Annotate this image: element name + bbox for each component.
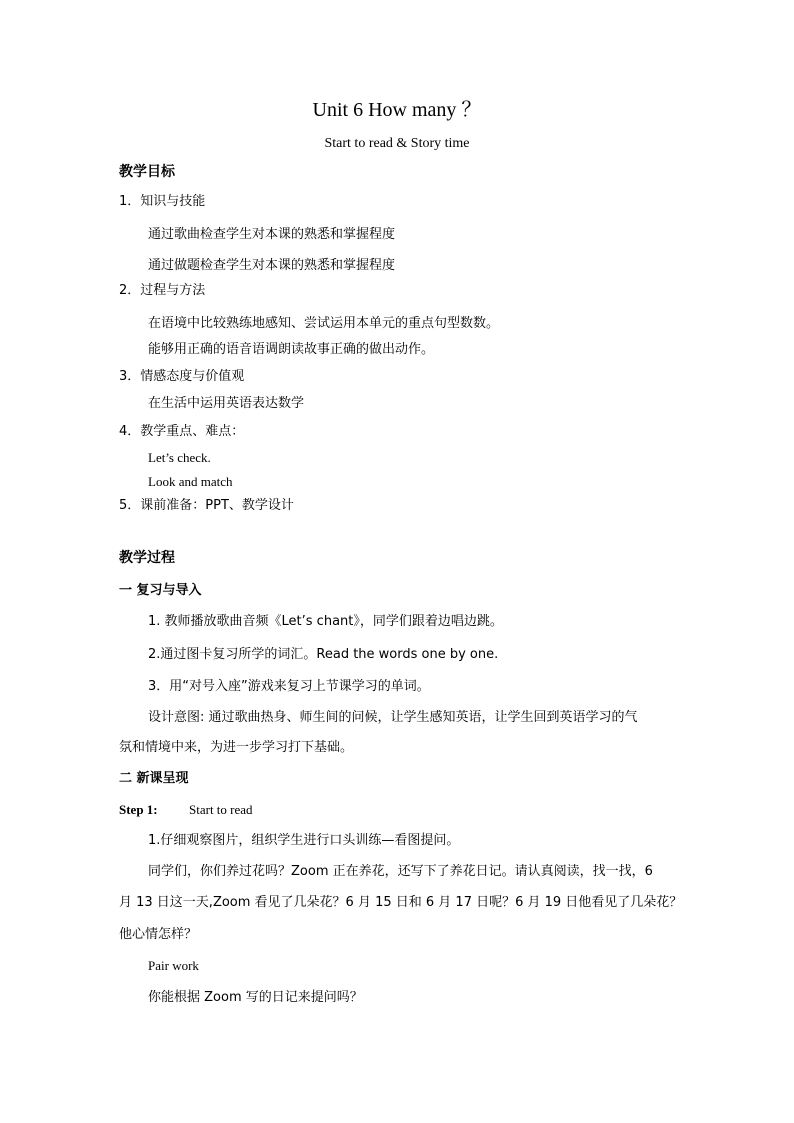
goals-heading: 教学目标 [119,164,175,180]
goal-item: Look and match [148,474,233,489]
process-line: 你能根据 Zoom 写的日记来提问吗？ [148,990,363,1005]
step-text: Start to read [189,802,253,817]
design-intent-line: 氛和情境中来，为进一步学习打下基础。 [119,740,354,755]
process-line: 2.通过图卡复习所学的词汇。Read the words one by one. [148,647,499,662]
process-line: 3．用“对号入座”游戏来复习上节课学习的单词。 [148,679,430,694]
goal-item: 在语境中比较熟练地感知、尝试运用本单元的重点句型数数。 [148,316,500,331]
goal-section-5: 5．课前准备：PPT、教学设计 [119,498,294,513]
process-heading: 教学过程 [119,550,175,566]
goal-item: 能够用正确的语音语调朗读故事正确的做出动作。 [148,342,435,357]
process-line: 1. 教师播放歌曲音频《Let’s chant》，同学们跟着边唱边跳。 [148,614,503,629]
goal-section-2: 2．过程与方法 [119,283,206,298]
goal-item: 通过歌曲检查学生对本课的熟悉和掌握程度 [148,227,396,242]
process-line: 同学们，你们养过花吗？Zoom 正在养花，还写下了养花日记。请认真阅读，找一找，6 [148,864,653,879]
part-1-heading: 一 复习与导入 [119,583,202,598]
goal-item: 在生活中运用英语表达数学 [148,396,305,411]
process-line: Pair work [148,958,199,973]
goal-section-4: 4．教学重点、难点： [119,424,245,439]
goal-section-3: 3．情感态度与价值观 [119,369,245,384]
goal-section-1: 1．知识与技能 [119,194,206,209]
page-title: Unit 6 How many ？ [312,99,482,121]
process-line: 1.仔细观察图片，组织学生进行口头训练—看图提问。 [148,833,460,848]
page-subtitle: Start to read & Story time [324,136,470,151]
process-line: 月 13 日这一天,Zoom 看见了几朵花？6 月 15 日和 6 月 17 日呢？6 月 19 日他看见了几朵花？ [119,895,683,910]
goal-item: 通过做题检查学生对本课的熟悉和掌握程度 [148,258,396,273]
step-label: Step 1: [119,802,158,817]
goal-item: Let’s check. [148,450,211,465]
process-line: 他心情怎样？ [119,927,198,942]
design-intent-line: 设计意图: 通过歌曲热身、师生间的问候，让学生感知英语，让学生回到英语学习的气 [148,710,638,725]
part-2-heading: 二 新课呈现 [119,771,189,786]
